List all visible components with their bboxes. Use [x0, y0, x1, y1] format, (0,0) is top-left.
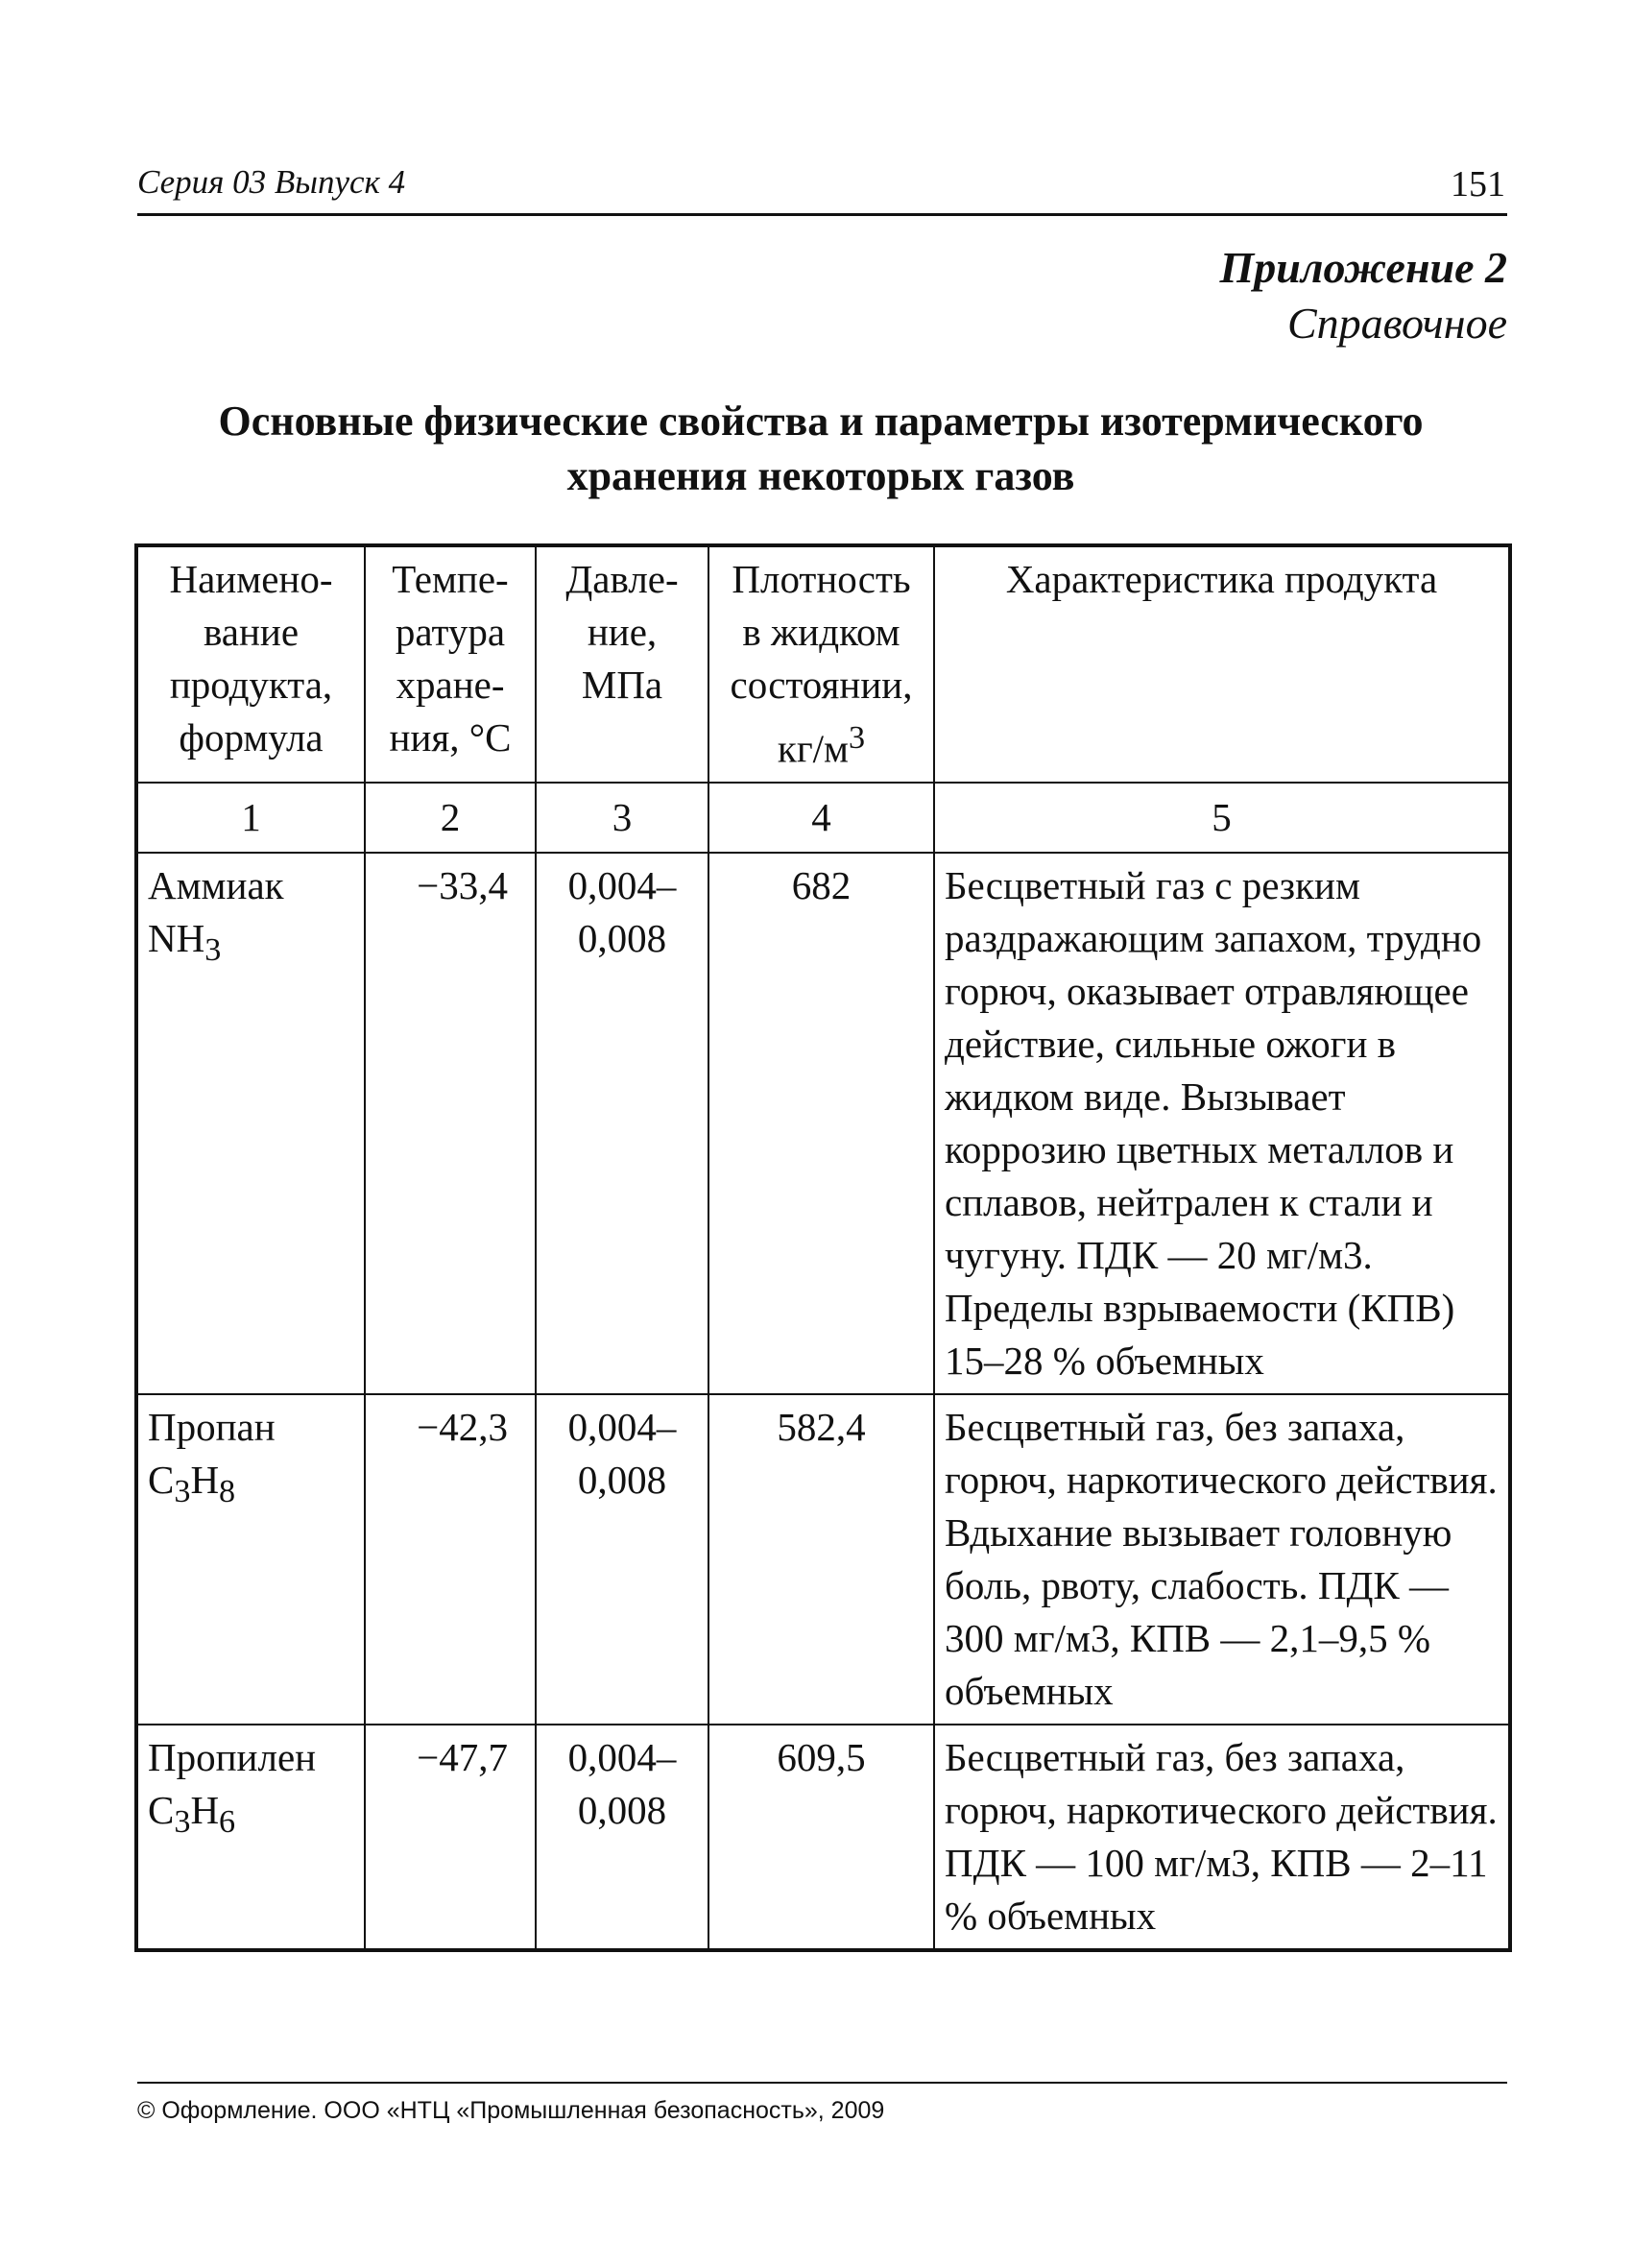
formula-part: H — [190, 1457, 220, 1502]
cell-temperature: −47,7 — [365, 1725, 536, 1950]
header-description: Характеристика продукта — [934, 545, 1510, 783]
cell-temperature: −33,4 — [365, 853, 536, 1394]
header-temperature: Темпе-ратура хране-ния, °C — [365, 545, 536, 783]
column-number: 2 — [365, 783, 536, 853]
product-name: Пропилен — [148, 1734, 317, 1779]
column-number: 5 — [934, 783, 1510, 853]
title-line-2: хранения некоторых газов — [566, 452, 1075, 499]
product-formula — [148, 912, 354, 977]
formula-part: C — [148, 1787, 175, 1832]
cell-density: 682 — [708, 853, 934, 1394]
formula-subscript: 6 — [219, 1803, 236, 1840]
page-header — [137, 163, 1507, 216]
cell-description: Бесцветный газ с резким раздражающим запахом, трудно горюч, оказывает отравляющее действие, сильные ожоги в жидком виде. Вызывает коррозию цветных металлов и сплавов, нейтрален к стали и чугуну. ПДК — 20 мг/м3. Пределы взрываемости (КПВ) 15–28 % объемных — [934, 853, 1510, 1394]
header-pressure: Давле-ние, МПа — [536, 545, 708, 783]
cell-pressure: 0,004–0,008 — [536, 853, 708, 1394]
table-row — [136, 1394, 1510, 1725]
header-density — [708, 545, 934, 783]
formula-subscript: 3 — [204, 931, 222, 968]
cell-description: Бесцветный газ, без запаха, горюч, наркотического действия. Вдыхание вызывает головную боль, рвоту, слабость. ПДК —300 мг/м3, КПВ — 2,1–9,5 % объемных — [934, 1394, 1510, 1725]
table-row — [136, 853, 1510, 1394]
formula-part: NH — [148, 915, 205, 960]
appendix-block — [1220, 240, 1507, 351]
table-header-row — [136, 545, 1510, 783]
product-formula — [148, 1784, 354, 1848]
gas-properties-table — [134, 543, 1512, 1952]
header-density-superscript: 3 — [849, 720, 866, 756]
cell-density: 582,4 — [708, 1394, 934, 1725]
cell-density: 609,5 — [708, 1725, 934, 1950]
column-number: 3 — [536, 783, 708, 853]
appendix-type: Справочное — [1286, 299, 1507, 348]
cell-product — [136, 1725, 365, 1950]
cell-temperature: −42,3 — [365, 1394, 536, 1725]
formula-subscript: 3 — [174, 1473, 191, 1509]
formula-part: C — [148, 1457, 175, 1502]
title-line-1: Основные физические свойства и параметры изотермического — [218, 398, 1424, 445]
column-number: 1 — [136, 783, 365, 853]
product-name: Пропан — [148, 1404, 276, 1449]
page-number: 151 — [1451, 164, 1505, 205]
cell-description: Бесцветный газ, без запаха, горюч, наркотического действия. ПДК — 100 мг/м3, КПВ — 2–11 % объемных — [934, 1725, 1510, 1950]
header-name: Наимено-вание продукта, формула — [136, 545, 365, 783]
page-title — [134, 394, 1507, 503]
column-number-row — [136, 783, 1510, 853]
formula-subscript: 3 — [174, 1803, 191, 1840]
cell-pressure: 0,004–0,008 — [536, 1394, 708, 1725]
header-density-text: Плотность в жидком состоянии, кг/м — [730, 557, 913, 771]
formula-subscript: 8 — [219, 1473, 236, 1509]
product-formula — [148, 1454, 354, 1518]
cell-pressure: 0,004–0,008 — [536, 1725, 708, 1950]
formula-part: H — [190, 1787, 220, 1832]
table-row — [136, 1725, 1510, 1950]
product-name: Аммиак — [148, 862, 284, 907]
series-label: Серия 03 Выпуск 4 — [137, 163, 406, 201]
copyright-footer: © Оформление. ООО «НТЦ «Промышленная безопасность», 2009 — [137, 2082, 1507, 2125]
cell-product — [136, 853, 365, 1394]
column-number: 4 — [708, 783, 934, 853]
appendix-label: Приложение 2 — [1219, 243, 1507, 292]
cell-product — [136, 1394, 365, 1725]
